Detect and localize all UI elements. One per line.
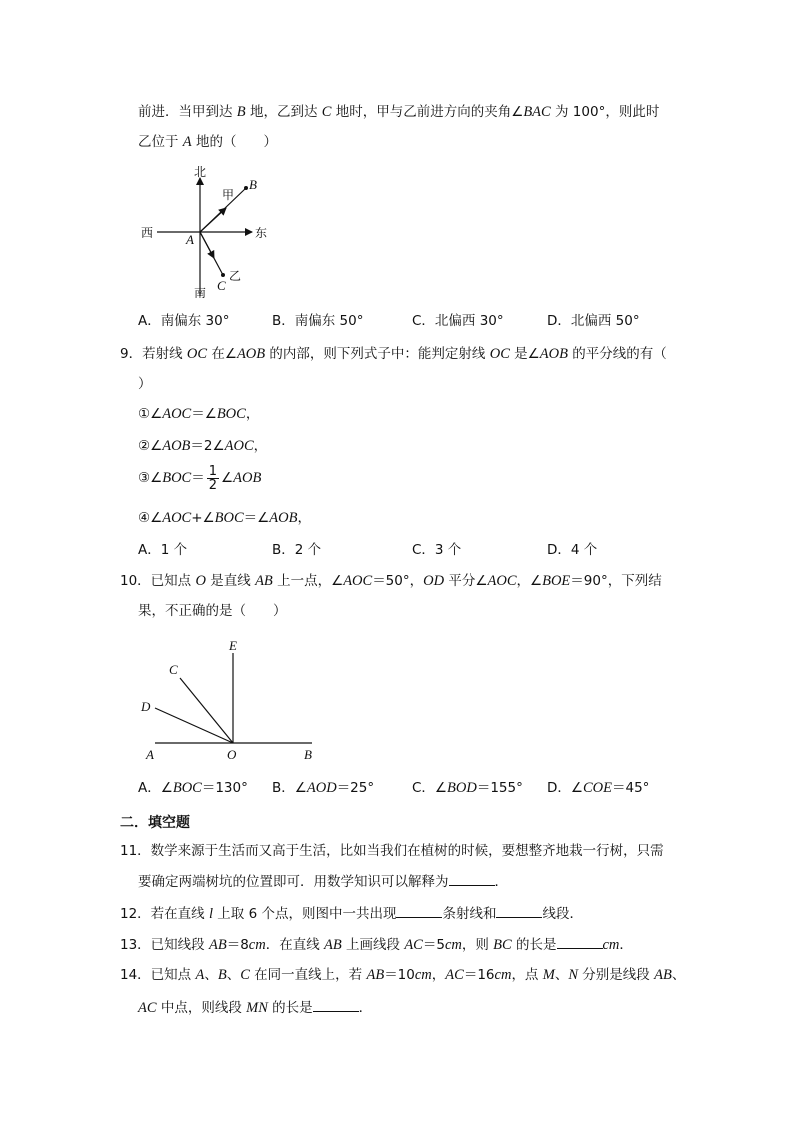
q9-item-4: ④∠AOC+∠BOC＝∠AOB， (138, 510, 311, 526)
q9-text-line-1: 9．若射线 OC 在∠AOB 的内部，则下列式子中：能判定射线 OC 是∠AOB 的平分线的有（ (120, 346, 667, 362)
q8-option-b: B．南偏东 50° (272, 313, 364, 329)
label-a: A (146, 747, 154, 762)
label-b: B (304, 747, 312, 762)
label-e: E (229, 638, 237, 653)
q9-option-c: C．3 个 (412, 542, 462, 558)
q13-text: 13．已知线段 AB＝8cm．在直线 AB 上画线段 AC＝5cm，则 BC 的长是 cm． (120, 937, 633, 953)
q14-text-line-2: AC 中点，则线段 MN 的长是 ． (138, 1000, 373, 1016)
section-title-fill-in: 二．填空题 (120, 815, 190, 831)
label-point-c: C (217, 278, 226, 293)
q14-text-line-1: 14．已知点 A、B、C 在同一直线上，若 AB＝10cm，AC＝16cm，点 M、N 分别是线段 AB、 (120, 967, 686, 983)
label-c: C (169, 662, 178, 677)
q10-option-d: D．∠COE＝45° (547, 780, 650, 796)
label-east: 东 (255, 226, 268, 240)
answer-blank[interactable] (313, 998, 359, 1012)
q8-option-c: C．北偏西 30° (412, 313, 504, 329)
q9-option-a: A．1 个 (138, 542, 188, 558)
fraction-one-half: $\frac{1}{2}$ (208, 463, 217, 493)
q11-text-line-2: 要确定两端树坑的位置即可．用数学知识可以解释为 ． (138, 874, 508, 890)
q10-option-b: B．∠AOD＝25° (272, 780, 375, 796)
q8-option-d: D．北偏西 50° (547, 313, 640, 329)
q8-option-a: A．南偏东 30° (138, 313, 230, 329)
label-point-a: A (186, 232, 194, 247)
answer-blank[interactable] (496, 904, 542, 918)
answer-blank[interactable] (449, 872, 495, 886)
q9-option-d: D．4 个 (547, 542, 598, 558)
label-north: 北 (194, 165, 207, 179)
q8-text-line-1: 前进．当甲到达 B 地，乙到达 C 地时，甲与乙前进方向的夹角∠BAC 为 100°，则此时 (138, 104, 660, 120)
q11-text-line-1: 11．数学来源于生活而又高于生活，比如当我们在植树的时候，要想整齐地栽一行树，只需 (120, 843, 664, 859)
label-d: D (141, 699, 151, 714)
label-west: 西 (141, 226, 154, 240)
q10-text-line-2: 果，不正确的是（ ） (138, 603, 287, 619)
label-o: O (227, 747, 237, 762)
q9-item-3: ③∠BOC＝ $\frac{1}{2}$ ∠AOB (138, 463, 262, 493)
q10-option-a: A．∠BOC＝130° (138, 780, 248, 796)
ray-oc (180, 678, 233, 743)
q10-text-line-1: 10．已知点 O 是直线 AB 上一点，∠AOC＝50°，OD 平分∠AOC，∠BOE＝90°，下列结 (120, 573, 662, 589)
answer-blank[interactable] (557, 935, 603, 949)
answer-blank[interactable] (396, 904, 442, 918)
q9-item-2: ②∠AOB＝2∠AOC， (138, 438, 268, 454)
ray-od (155, 708, 233, 743)
q10-option-c: C．∠BOD＝155° (412, 780, 523, 796)
q8-text-line-2: 乙位于 A 地的（ ） (138, 134, 277, 150)
q12-text: 12．若在直线 l 上取 6 个点，则图中一共出现 条射线和 线段． (120, 906, 583, 922)
q9-option-b: B．2 个 (272, 542, 322, 558)
label-point-b: B (249, 177, 257, 192)
q9-text-line-2: ） (138, 376, 152, 392)
label-south: 南 (194, 286, 207, 300)
label-yi: 乙 (229, 269, 242, 283)
q9-item-1: ①∠AOC＝∠BOC， (138, 406, 260, 422)
label-jia: 甲 (222, 188, 235, 202)
